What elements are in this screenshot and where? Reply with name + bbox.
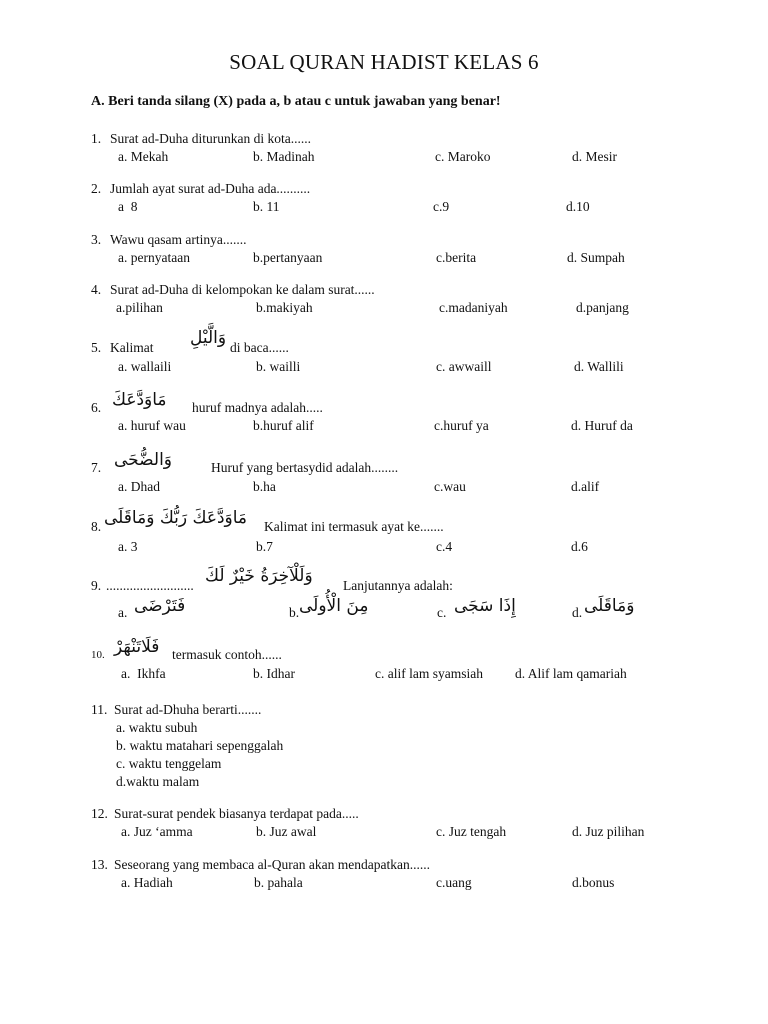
option-d[interactable]: d.6 (571, 539, 588, 554)
arabic-phrase: فَلَاتَنْهَرْ (114, 637, 160, 657)
question-text-suffix: di baca...... (230, 340, 289, 355)
option-b[interactable]: b. pahala (254, 875, 303, 890)
question-number: 11. (91, 702, 108, 717)
option-c[interactable]: c.4 (436, 539, 453, 554)
question-text: Surat-surat pendek biasanya terdapat pada..... (114, 806, 359, 821)
arabic-phrase: وَالَّيْلِ (190, 328, 227, 348)
option-a[interactable]: a.pilihan (116, 300, 163, 315)
option-d[interactable]: d. (572, 605, 583, 620)
question-text: Huruf yang bertasydid adalah........ (211, 460, 399, 475)
option-b[interactable]: b. Idhar (253, 666, 295, 681)
option-a-arabic[interactable]: فَتَرْضَى (134, 596, 186, 616)
option-c-arabic[interactable]: إِذَا سَجَى (454, 596, 516, 616)
option-c[interactable]: c. Maroko (435, 149, 491, 164)
option-d[interactable]: d. Wallili (574, 359, 624, 374)
question-number: 1. (91, 131, 102, 146)
option-a[interactable]: a. waktu subuh (116, 720, 198, 735)
option-a[interactable]: a. (118, 605, 128, 620)
question-number: 4. (91, 282, 102, 297)
question-number: 2. (91, 181, 102, 196)
option-b[interactable]: b. Madinah (253, 149, 315, 164)
question-number: 13. (91, 857, 108, 872)
question-number: 3. (91, 232, 102, 247)
arabic-phrase: وَلَلْآخِرَةُ خَيْرٌ لَكَ (205, 566, 313, 586)
option-d[interactable]: d. Alif lam qamariah (515, 666, 627, 681)
arabic-phrase: مَاوَدَّعَكَ رَبُّكَ وَمَاقَلَى (104, 508, 248, 528)
question-text: huruf madnya adalah..... (192, 400, 323, 415)
option-b[interactable]: b.7 (256, 539, 273, 554)
option-b-arabic[interactable]: مِنَ الْأُولَى (299, 596, 369, 616)
question-number: 7. (91, 460, 102, 475)
option-b[interactable]: b.ha (253, 479, 276, 494)
page-title: SOAL QURAN HADIST KELAS 6 (229, 50, 539, 74)
arabic-phrase: وَالضُّحَى (114, 450, 172, 470)
option-d[interactable]: d. Mesir (572, 149, 617, 164)
question-number: 12. (91, 806, 108, 821)
question-text: Jumlah ayat surat ad-Duha ada.......... (110, 181, 311, 196)
option-a[interactable]: a. Juz ‘amma (121, 824, 193, 839)
arabic-phrase: مَاوَدَّعَكَ (112, 390, 167, 410)
option-c[interactable]: c.madaniyah (439, 300, 508, 315)
option-b[interactable]: b.huruf alif (253, 418, 314, 433)
option-d[interactable]: d.bonus (572, 875, 615, 890)
question-number: 10. (91, 649, 105, 661)
option-b[interactable]: b. 11 (253, 199, 280, 214)
question-text: Surat ad-Dhuha berarti....... (114, 702, 262, 717)
option-d[interactable]: d.10 (566, 199, 590, 214)
question-number: 6. (91, 400, 102, 415)
option-a[interactable]: a. Dhad (118, 479, 160, 494)
instruction: A. Beri tanda silang (X) pada a, b atau c untuk jawaban yang benar! (91, 94, 501, 109)
option-a[interactable]: a. Mekah (118, 149, 169, 164)
option-c[interactable]: c.uang (436, 875, 472, 890)
option-c[interactable]: c. Juz tengah (436, 824, 507, 839)
option-c[interactable]: c.berita (436, 250, 477, 265)
option-d[interactable]: d. Huruf da (571, 418, 633, 433)
option-b[interactable]: b. waktu matahari sepenggalah (116, 738, 284, 753)
question-text: Seseorang yang membaca al-Quran akan mendapatkan...... (114, 857, 430, 872)
option-a[interactable]: a. Ikhfa (121, 666, 166, 681)
question-text: Surat ad-Duha diturunkan di kota...... (110, 131, 311, 146)
question-text: Kalimat ini termasuk ayat ke....... (264, 519, 444, 534)
option-c[interactable]: c. awwaill (436, 359, 492, 374)
option-c[interactable]: c.9 (433, 199, 450, 214)
option-b[interactable]: b.makiyah (256, 300, 313, 315)
option-c[interactable]: c.huruf ya (434, 418, 489, 433)
option-b[interactable]: b.pertanyaan (253, 250, 323, 265)
option-c[interactable]: c. waktu tenggelam (116, 756, 222, 771)
option-c[interactable]: c.wau (434, 479, 466, 494)
question-text: Lanjutannya adalah: (343, 578, 453, 593)
option-b[interactable]: b. (289, 605, 300, 620)
option-c[interactable]: c. (437, 605, 447, 620)
option-d[interactable]: d.alif (571, 479, 600, 494)
option-b[interactable]: b. Juz awal (256, 824, 317, 839)
option-d-arabic[interactable]: وَمَاقَلَى (584, 596, 635, 616)
question-number: 8. (91, 519, 102, 534)
option-d[interactable]: d. Juz pilihan (572, 824, 645, 839)
option-a[interactable]: a. huruf wau (118, 418, 186, 433)
question-text-prefix: Kalimat (110, 340, 154, 355)
option-d[interactable]: d.waktu malam (116, 774, 200, 789)
question-number: 5. (91, 340, 102, 355)
question-text: Surat ad-Duha di kelompokan ke dalam surat...... (110, 282, 375, 297)
option-a[interactable]: a. Hadiah (121, 875, 173, 890)
option-d[interactable]: d.panjang (576, 300, 629, 315)
question-text: Wawu qasam artinya....... (110, 232, 247, 247)
option-a[interactable]: a. 3 (118, 539, 138, 554)
question-number: 9. (91, 578, 102, 593)
option-c[interactable]: c. alif lam syamsiah (375, 666, 483, 681)
answer-blank: .......................... (106, 578, 194, 593)
option-a[interactable]: a. pernyataan (118, 250, 190, 265)
option-a[interactable]: a. wallaili (118, 359, 172, 374)
option-b[interactable]: b. wailli (256, 359, 301, 374)
option-a[interactable]: a 8 (118, 199, 138, 214)
question-text: termasuk contoh...... (172, 647, 282, 662)
option-d[interactable]: d. Sumpah (567, 250, 625, 265)
